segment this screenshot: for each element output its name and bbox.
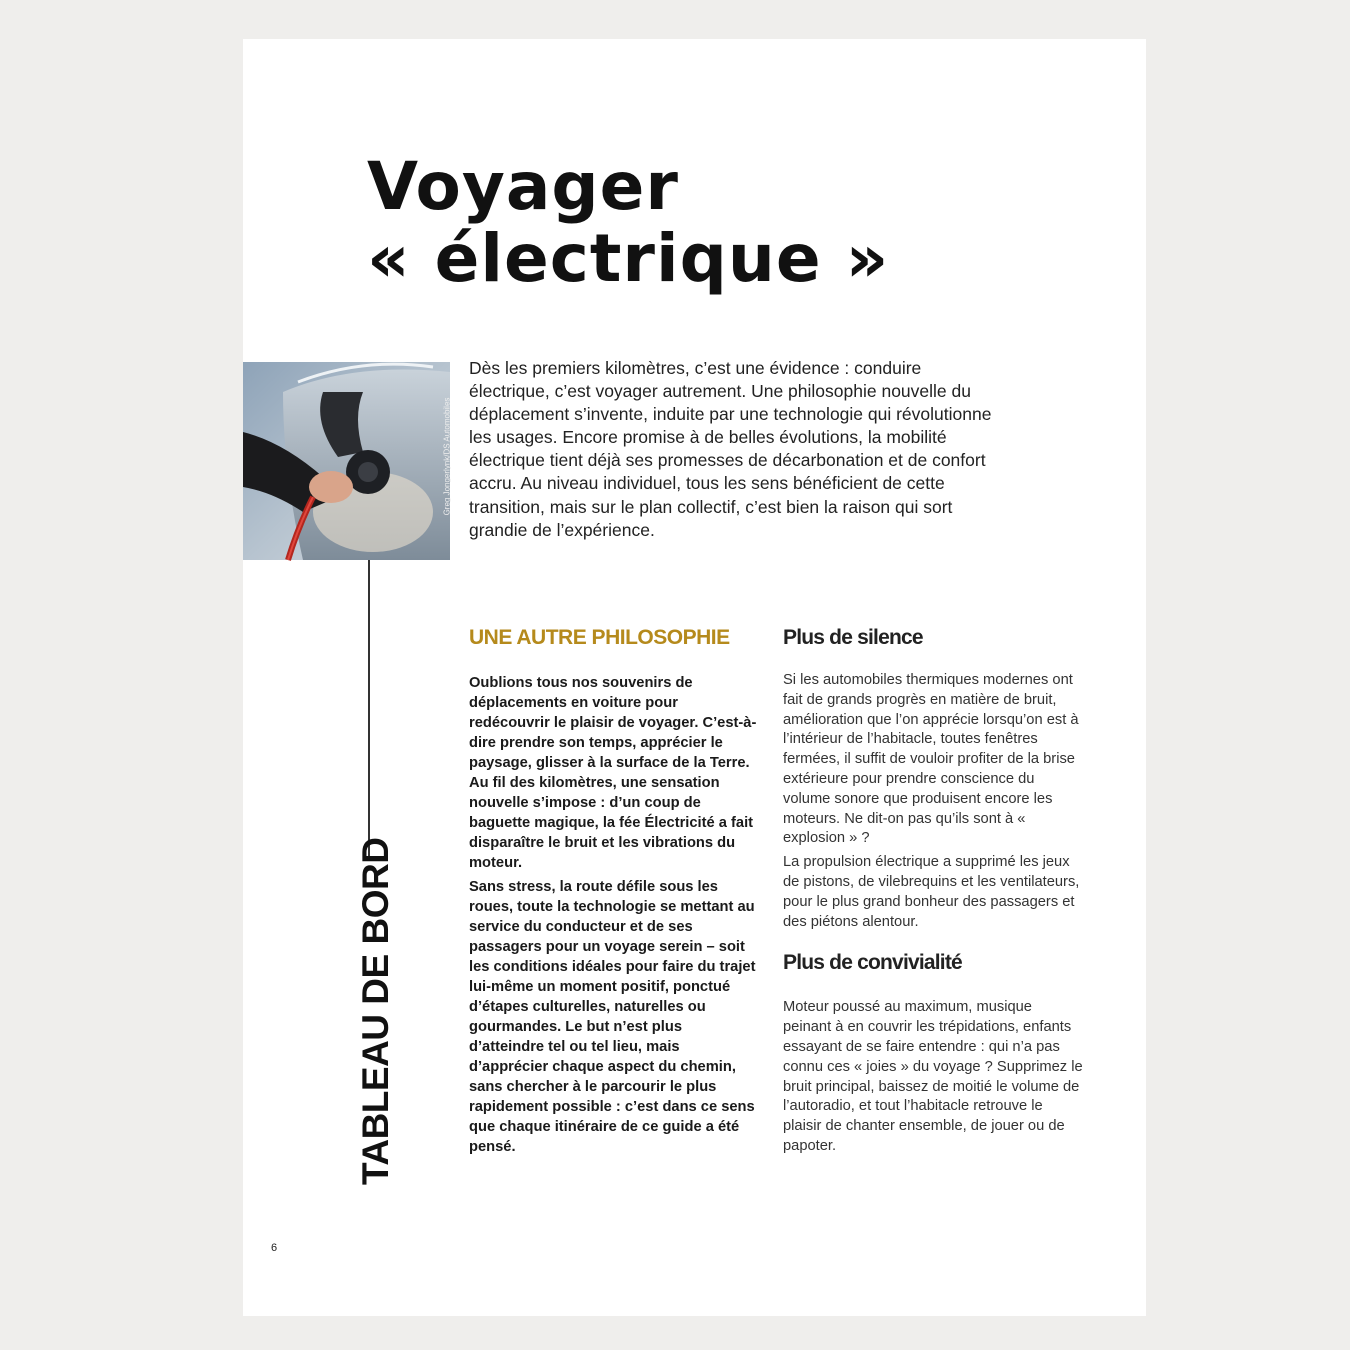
photo-credit: Greg Jongerlynk/DS Automobiles	[442, 397, 452, 516]
intro-paragraph: Dès les premiers kilomètres, c’est une évidence : conduire électrique, c’est voyager autrement. Une philosophie nouvelle du déplacement s’invente, induite par une technologie qui révolutionne les usages. Encore promise à de belles évolutions, la mobilité électrique tient déjà ses promesses de décarbonation et de confort accru. Au niveau individuel, tous les sens bénéficient de cette transition, mais sur le plan collectif, c’est bien la raison qui sort grandie de l’expérience.	[469, 358, 992, 540]
section-heading-convivialite: Plus de convivialité	[783, 951, 962, 975]
page-number: 6	[271, 1242, 278, 1254]
left-column	[469, 625, 759, 1161]
title-line-2: « électrique »	[367, 220, 890, 297]
silence-paragraph-2: La propulsion électrique a supprimé les jeux de pistons, de vilebrequins et les ventilateurs, pour le plus grand bonheur des passagers et des piétons alentour.	[783, 854, 1080, 930]
page-title	[367, 148, 890, 297]
section-label: TABLEAU DE BORD	[355, 837, 396, 1185]
section-heading-silence: Plus de silence	[783, 626, 923, 649]
right-column	[783, 625, 1083, 1161]
left-paragraph-1: Oublions tous nos souvenirs de déplacements en voiture pour redécouvrir le plaisir de voyager. C’est-à-dire prendre son temps, apprécier le paysage, glisser à la surface de la Terre. Au fil des kilomètres, une sensation nouvelle s’impose : d’un coup de baguette magique, la fée Électricité a fait disparaître le bruit et les vibrations du moteur.	[469, 675, 757, 871]
convivialite-paragraph: Moteur poussé au maximum, musique peinant à en couvrir les trépidations, enfants essayant de se faire entendre : qui n’a pas connu ces « joies » du voyage ? Supprimez le bruit principal, baissez de moitié le volume de l’autoradio, et tout l’habitacle retrouve le plaisir de chanter ensemble, de jouer ou de papoter.	[783, 999, 1083, 1154]
vertical-divider	[368, 560, 370, 858]
page	[243, 39, 1146, 1316]
silence-paragraph-1: Si les automobiles thermiques modernes ont fait de grands progrès en matière de bruit, amélioration que l’on apprécie lorsqu’on est à l’intérieur de l’habitacle, toutes fenêtres fermées, il suffit de vouloir profiter de la brise extérieure pour prendre conscience du volume sonore que produisent encore les moteurs. Ne dit-on pas qu’ils sont à « explosion » ?	[783, 672, 1079, 847]
ev-charging-photo	[243, 362, 450, 560]
title-line-1: Voyager	[367, 148, 679, 225]
left-paragraph-2: Sans stress, la route défile sous les roues, toute la technologie se mettant au service du conducteur et de ses passagers pour un voyage serein – soit les conditions idéales pour faire du trajet lui-même un moment positif, ponctué d’étapes culturelles, naturelles ou gourmandes. Le but n’est plus d’atteindre tel ou tel lieu, mais d’apprécier chaque aspect du chemin, sans chercher à le parcourir le plus rapidement possible : c’est dans ce sens que chaque itinéraire de ce guide a été pensé.	[469, 879, 756, 1155]
section-heading-philosophie: UNE AUTRE PHILOSOPHIE	[469, 626, 730, 649]
